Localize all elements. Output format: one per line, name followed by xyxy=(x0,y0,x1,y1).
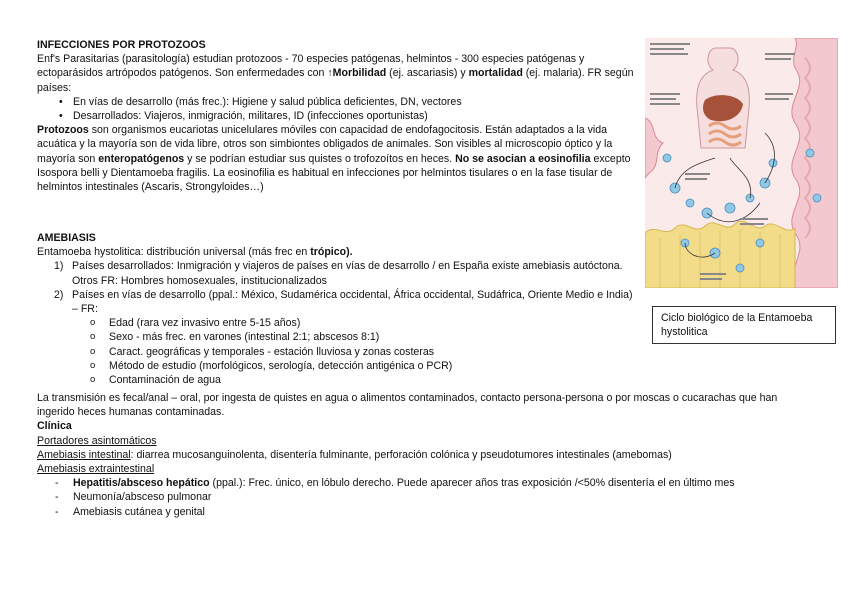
section-heading: AMEBIASIS xyxy=(37,232,96,244)
sublist-item: o Método de estudio (morfológicos, serología, detección antigénica o PCR) xyxy=(37,359,637,373)
extraintestinal-heading: Amebiasis extraintestinal xyxy=(37,463,155,476)
risk-factor-sublist xyxy=(72,316,637,387)
list-item: - Hepatitis/absceso hepático (ppal.): Frec. único, en lóbulo derecho. Puede aparecer años tras exposición /<50% disentería el en último mes xyxy=(37,476,817,490)
clinica-heading: Clínica xyxy=(37,420,72,433)
list-item: 1) Países desarrollados: Inmigración y viajeros de países en vías de desarrollo / en España existe amebiasis autóctona. Otros FR: Hombres homosexuales, institucionalizados xyxy=(54,260,623,287)
figure-caption: Ciclo biológico de la Entamoeba hystolitica xyxy=(652,306,836,344)
section-heading: INFECCIONES POR PROTOZOOS xyxy=(37,39,206,51)
risk-factor-list xyxy=(37,95,637,123)
protozoos-section xyxy=(37,38,637,194)
amebiasis-clinical xyxy=(37,391,817,519)
list-item: • Desarrollados: Viajeros, inmigración, militares, ID (infecciones oportunistas) xyxy=(37,109,637,123)
intestinal-line: Amebiasis intestinal: diarrea mucosanguinolenta, disentería fulminante, perforación colónica y pseudotumores intestinales (amebomas) xyxy=(37,448,672,461)
list-item: - Amebiasis cutánea y genital xyxy=(37,505,817,519)
protozoos-intro: Enf's Parasitarias (parasitología) estudian protozoos - 70 especies patógenas, helmintos - 300 especies patógenas y ectoparásidos artrópodos patógenos. Son enfermedades con ↑Morbilidad (ej. ascariasis) y mortalidad (ej. malaria). FR según países: xyxy=(37,53,634,94)
amebiasis-section xyxy=(37,231,637,387)
list-item: - Neumonía/absceso pulmonar xyxy=(37,490,817,504)
extraintestinal-list xyxy=(37,476,817,519)
transmission-paragraph: La transmisión es fecal/anal – oral, por ingesta de quistes en agua o alimentos contaminados, contacto persona-persona o por moscas o cucarachas que han ingerido heces humanas contaminadas. xyxy=(37,392,778,419)
list-item: 2) Países en vías de desarrollo (ppal.: México, Sudamérica occidental, África occidental, Sudáfrica, Oriente Medio e India) – FR: o Edad (rara vez invasivo entre 5-15 años) o Sexo - más frec. en varones (intestinal 2:1; abscesos 8:1) o Caract. geográficas y temporales - estación lluviosa y zonas costeras o Método de estudio (morfológicos, serología, detección antigénica o PCR) o Contaminación de agua xyxy=(37,288,637,387)
life-cycle-illustration xyxy=(645,38,838,288)
sublist-item: o Caract. geográficas y temporales - estación lluviosa y zonas costeras xyxy=(37,345,637,359)
amebiasis-distribution: Entamoeba hystolitica: distribución universal (más frec en trópico). xyxy=(37,246,353,259)
life-cycle-figure xyxy=(645,38,838,288)
portadores-heading: Portadores asintomáticos xyxy=(37,434,157,447)
protozoos-definition: Protozoos son organismos eucariotas unicelulares móviles con capacidad de endofagocitosis. Están adaptados a la vida acuática y la mayoría son de vida libre, otros son simbiontes obligados de animales. Son visibles al microscopio óptico y la mayoría son enteropatógenos y se podrían estudiar sus quistes o trofozoítos en heces. No se asocian a eosinofilia excepto Isospora belli y Dientamoeba fragilis. La eosinofilia es habitual en infecciones por helmintos tisulares o en la fase tisular de helmintos intestinales (Ascaris, Strongyloides…) xyxy=(37,124,631,194)
sublist-item: o Sexo - más frec. en varones (intestinal 2:1; abscesos 8:1) xyxy=(37,330,637,344)
country-list xyxy=(37,259,637,387)
list-item: • En vías de desarrollo (más frec.): Higiene y salud pública deficientes, DN, vectores xyxy=(37,95,637,109)
sublist-item: o Contaminación de agua xyxy=(37,373,637,387)
sublist-item: o Edad (rara vez invasivo entre 5-15 años) xyxy=(37,316,637,330)
